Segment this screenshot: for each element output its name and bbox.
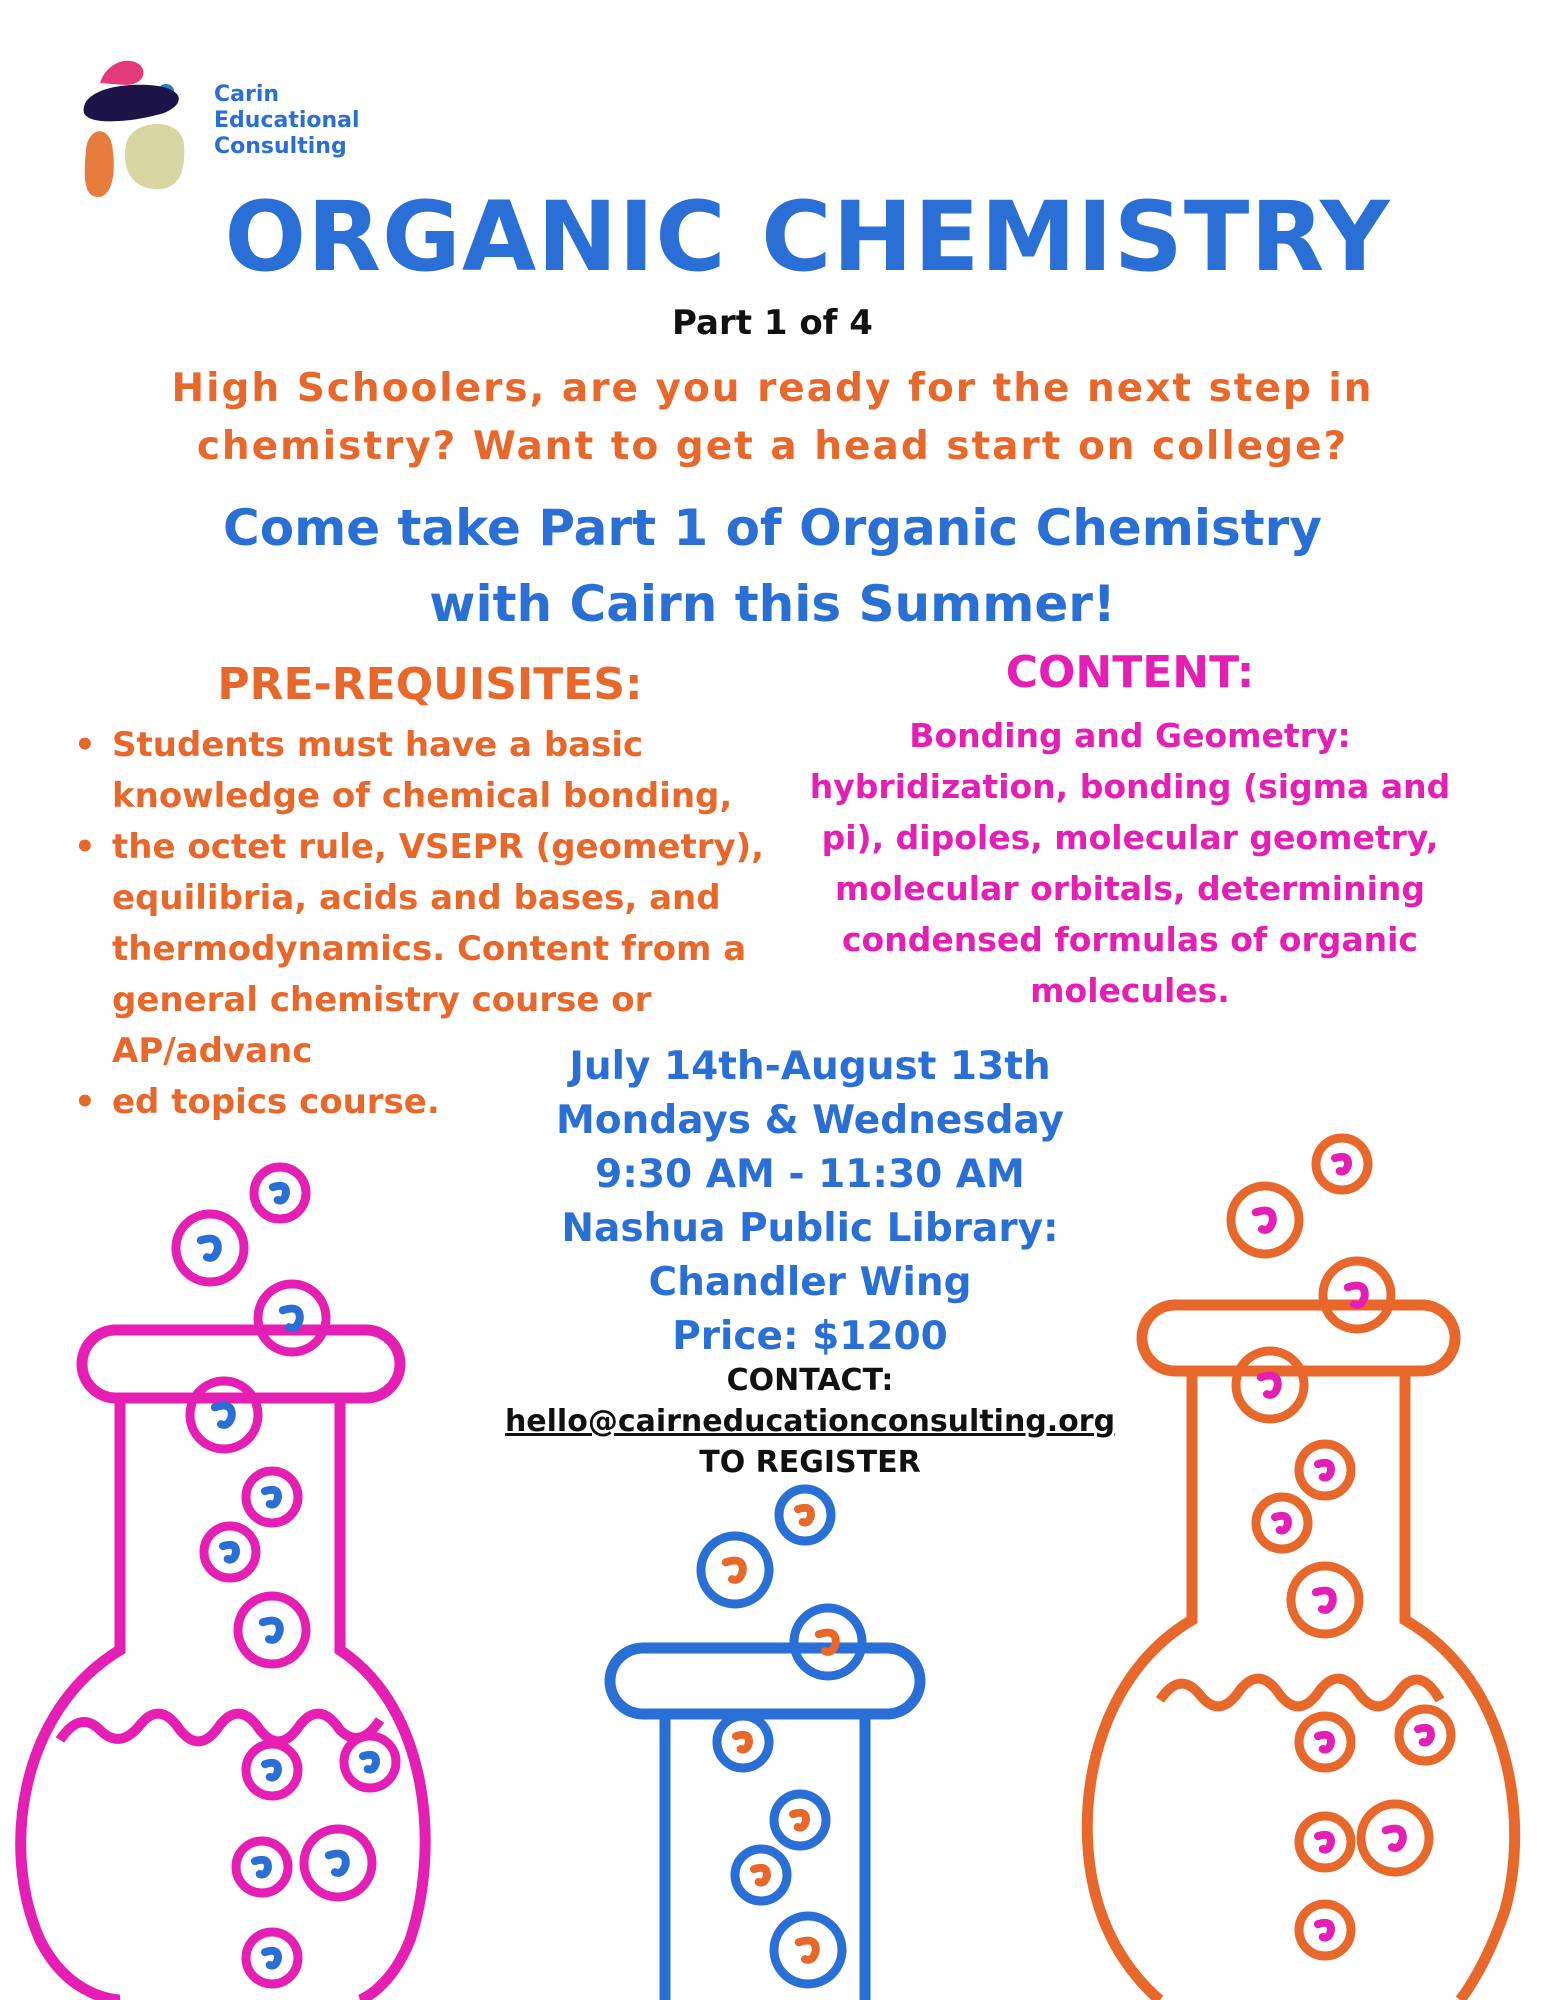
bubble-icon [779,1489,831,1541]
bubble-icon [238,1596,306,1664]
contact-email-link[interactable]: hello@cairneducationconsulting.org [504,1404,1116,1439]
logo-line: Consulting [214,134,347,159]
bubble-icon [1323,1261,1391,1329]
bubble-icon [204,1526,256,1578]
intro-line: chemistry? Want to get a head start on college? [196,424,1349,469]
content-heading: CONTENT: [1005,647,1255,698]
bubble-icon [246,1744,298,1796]
event-details [500,1040,1120,1364]
bubble-icon [254,1167,306,1219]
bubble-icon [176,1214,244,1282]
bubble-icon [1256,1497,1308,1549]
liquid-surface [1160,1679,1440,1707]
bubble-icon [190,1381,258,1449]
bubble-icon [246,1471,298,1523]
call-to-action [0,490,1545,642]
bubble-icon [1299,1816,1351,1868]
page-title: ORGANIC CHEMISTRY [224,181,1391,293]
bubble-icon [258,1284,326,1352]
liquid-surface [60,1714,380,1742]
bubble-icon [1299,1904,1351,1956]
event-time: 9:30 AM - 11:30 AM [595,1152,1025,1197]
logo-line: Carin [214,82,280,107]
bubble-icon [1361,1804,1429,1872]
content-line: molecules. [1030,971,1230,1010]
event-days: Mondays & Wednesday [555,1098,1065,1143]
contact-action: TO REGISTER [699,1445,921,1480]
bubble-icon [304,1829,372,1897]
cta-line: Come take Part 1 of Organic Chemistry [223,499,1322,557]
bubble-icon [1399,1709,1451,1761]
orange-flask-icon [1060,1120,1545,2000]
bubble-icon [246,1932,298,1984]
event-price: Price: $1200 [672,1314,948,1359]
content-description [770,710,1490,1016]
bubble-icon [1316,1138,1368,1190]
bubble-icon [236,1841,288,1893]
bubble-icon [1236,1351,1304,1419]
logo-line: Educational [214,108,360,133]
bubble-icon [774,1794,826,1846]
content-line: hybridization, bonding (sigma and [809,767,1451,806]
cta-line: with Cairn this Summer! [429,575,1116,633]
bubble-icon [1299,1716,1351,1768]
flask-rim [610,1648,920,1714]
event-location-room: Chandler Wing [648,1260,972,1305]
prerequisite-item: • the octet rule, VSEPR (geometry), equilibria, acids and bases, and thermodynamics. Content from a general chemistry course or AP/advanc [68,822,768,1077]
bubble-icon [1291,1566,1359,1634]
bubble-icon [344,1736,396,1788]
bubble-icon [774,1916,842,1984]
flask-body [21,1398,426,2000]
page-subtitle: Part 1 of 4 [672,303,873,343]
prerequisites-heading: PRE-REQUISITES: [217,659,643,710]
bubble-icon [735,1849,787,1901]
bubble-icon [717,1716,769,1768]
logo-wordmark [214,82,360,160]
content-line: pi), dipoles, molecular geometry, [821,818,1439,857]
intro-line: High Schoolers, are you ready for the next step in [171,366,1374,411]
bubble-icon [794,1608,862,1676]
event-location: Nashua Public Library: [561,1206,1059,1251]
bubble-icon [1231,1186,1299,1254]
magenta-flask-icon [0,1150,420,2000]
bubble-icon [1299,1444,1351,1496]
bubble-icon [701,1536,769,1604]
prerequisite-item: • Students must have a basic knowledge of chemical bonding, [68,720,768,822]
intro-text [0,360,1545,476]
content-line: condensed formulas of organic [842,920,1418,959]
event-dates: July 14th-August 13th [569,1044,1051,1089]
content-line: molecular orbitals, determining [834,869,1426,908]
contact-label: CONTACT: [726,1363,894,1398]
blue-flask-icon [590,1470,950,2000]
content-line: Bonding and Geometry: [909,716,1351,755]
prerequisite-item: • ed topics course. [68,1077,768,1128]
